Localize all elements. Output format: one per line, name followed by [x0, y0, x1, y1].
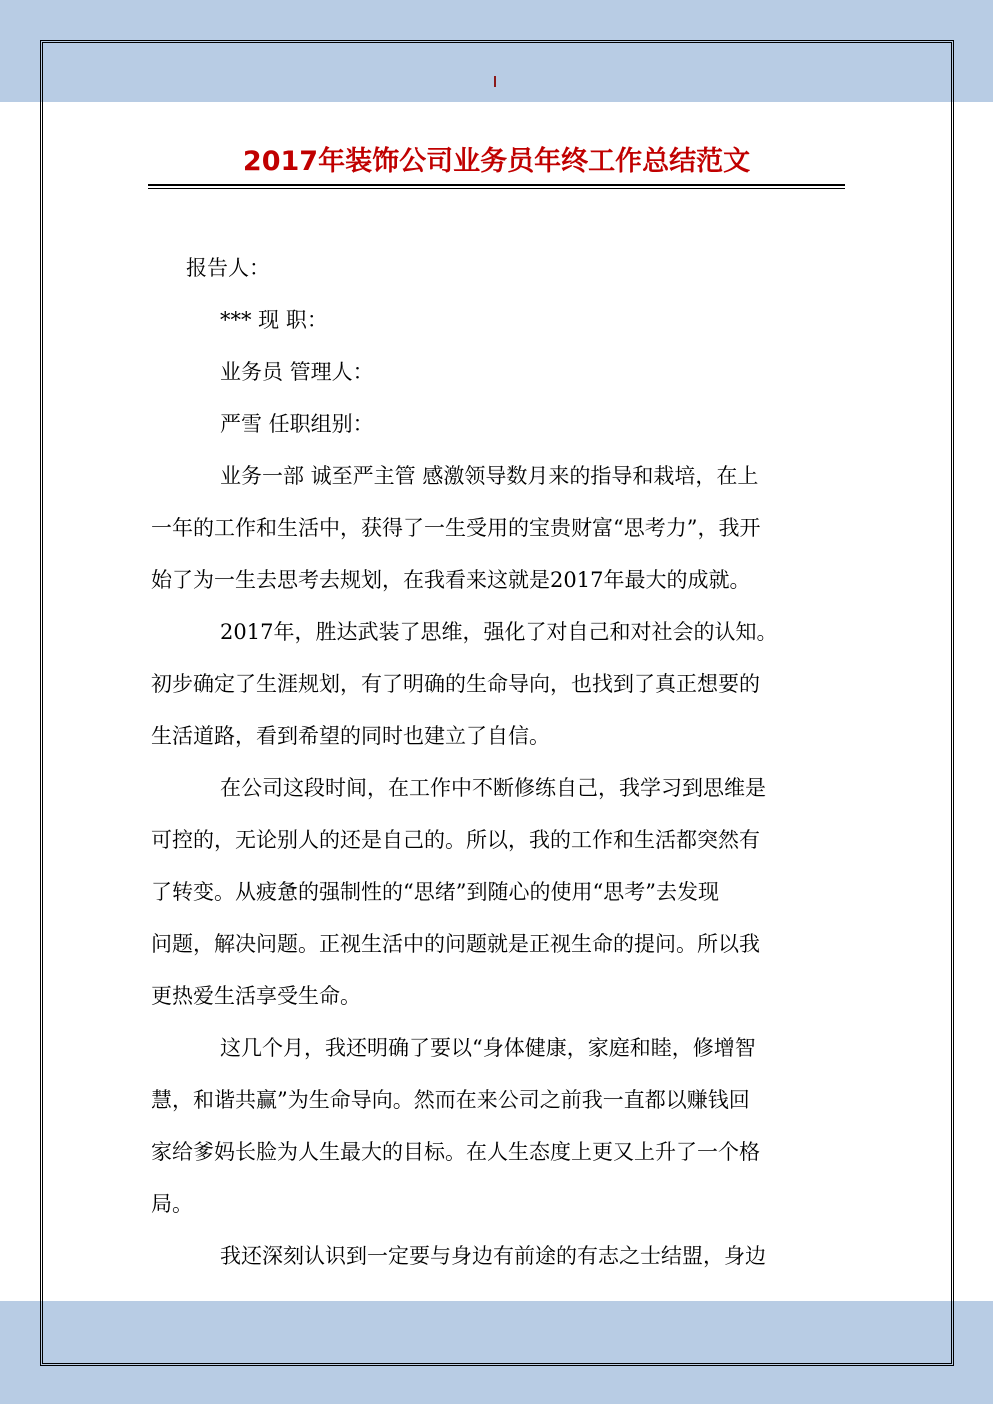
page-border — [40, 40, 954, 1366]
title-underline — [148, 184, 845, 189]
body-line: 慧，和谐共赢”为生命导向。然而在来公司之前我一直都以赚钱回 — [151, 1088, 750, 1112]
body-line: 业务一部 诚至严主管 感激领导数月来的指导和栽培，在上 — [220, 464, 759, 488]
body-line: 一年的工作和生活中，获得了一生受用的宝贵财富“思考力”，我开 — [151, 516, 761, 540]
body-line: 局。 — [151, 1192, 193, 1216]
body-line: 我还深刻认识到一定要与身边有前途的有志之士结盟，身边 — [220, 1244, 766, 1268]
body-line: 更热爱生活享受生命。 — [151, 984, 361, 1008]
reporter-line: 报告人： — [186, 256, 270, 280]
document-title: 2017年装饰公司业务员年终工作总结范文 — [242, 146, 751, 177]
body-line: 了转变。从疲惫的强制性的“思绪”到随心的使用“思考”去发现 — [151, 880, 719, 904]
body-line: 可控的，无论别人的还是自己的。所以，我的工作和生活都突然有 — [151, 828, 760, 852]
body-line: 问题，解决问题。正视生活中的问题就是正视生命的提问。所以我 — [151, 932, 760, 956]
group-line: 严雪 任职组别： — [220, 412, 374, 436]
body-line: 始了为一生去思考去规划，在我看来这就是2017年最大的成就。 — [151, 568, 751, 592]
body-line: 这几个月，我还明确了要以“身体健康，家庭和睦，修增智 — [220, 1036, 756, 1060]
body-line: 在公司这段时间，在工作中不断修练自己，我学习到思维是 — [220, 776, 766, 800]
header-mark — [494, 76, 496, 87]
position-line: *** 现 职： — [220, 308, 328, 332]
body-line: 生活道路，看到希望的同时也建立了自信。 — [151, 724, 550, 748]
body-line: 初步确定了生涯规划，有了明确的生命导向，也找到了真正想要的 — [151, 672, 760, 696]
body-line: 2017年，胜达武装了思维，强化了对自己和对社会的认知。 — [220, 620, 778, 644]
manager-line: 业务员 管理人： — [220, 360, 374, 384]
body-line: 家给爹妈长脸为人生最大的目标。在人生态度上更又上升了一个格 — [151, 1140, 760, 1164]
